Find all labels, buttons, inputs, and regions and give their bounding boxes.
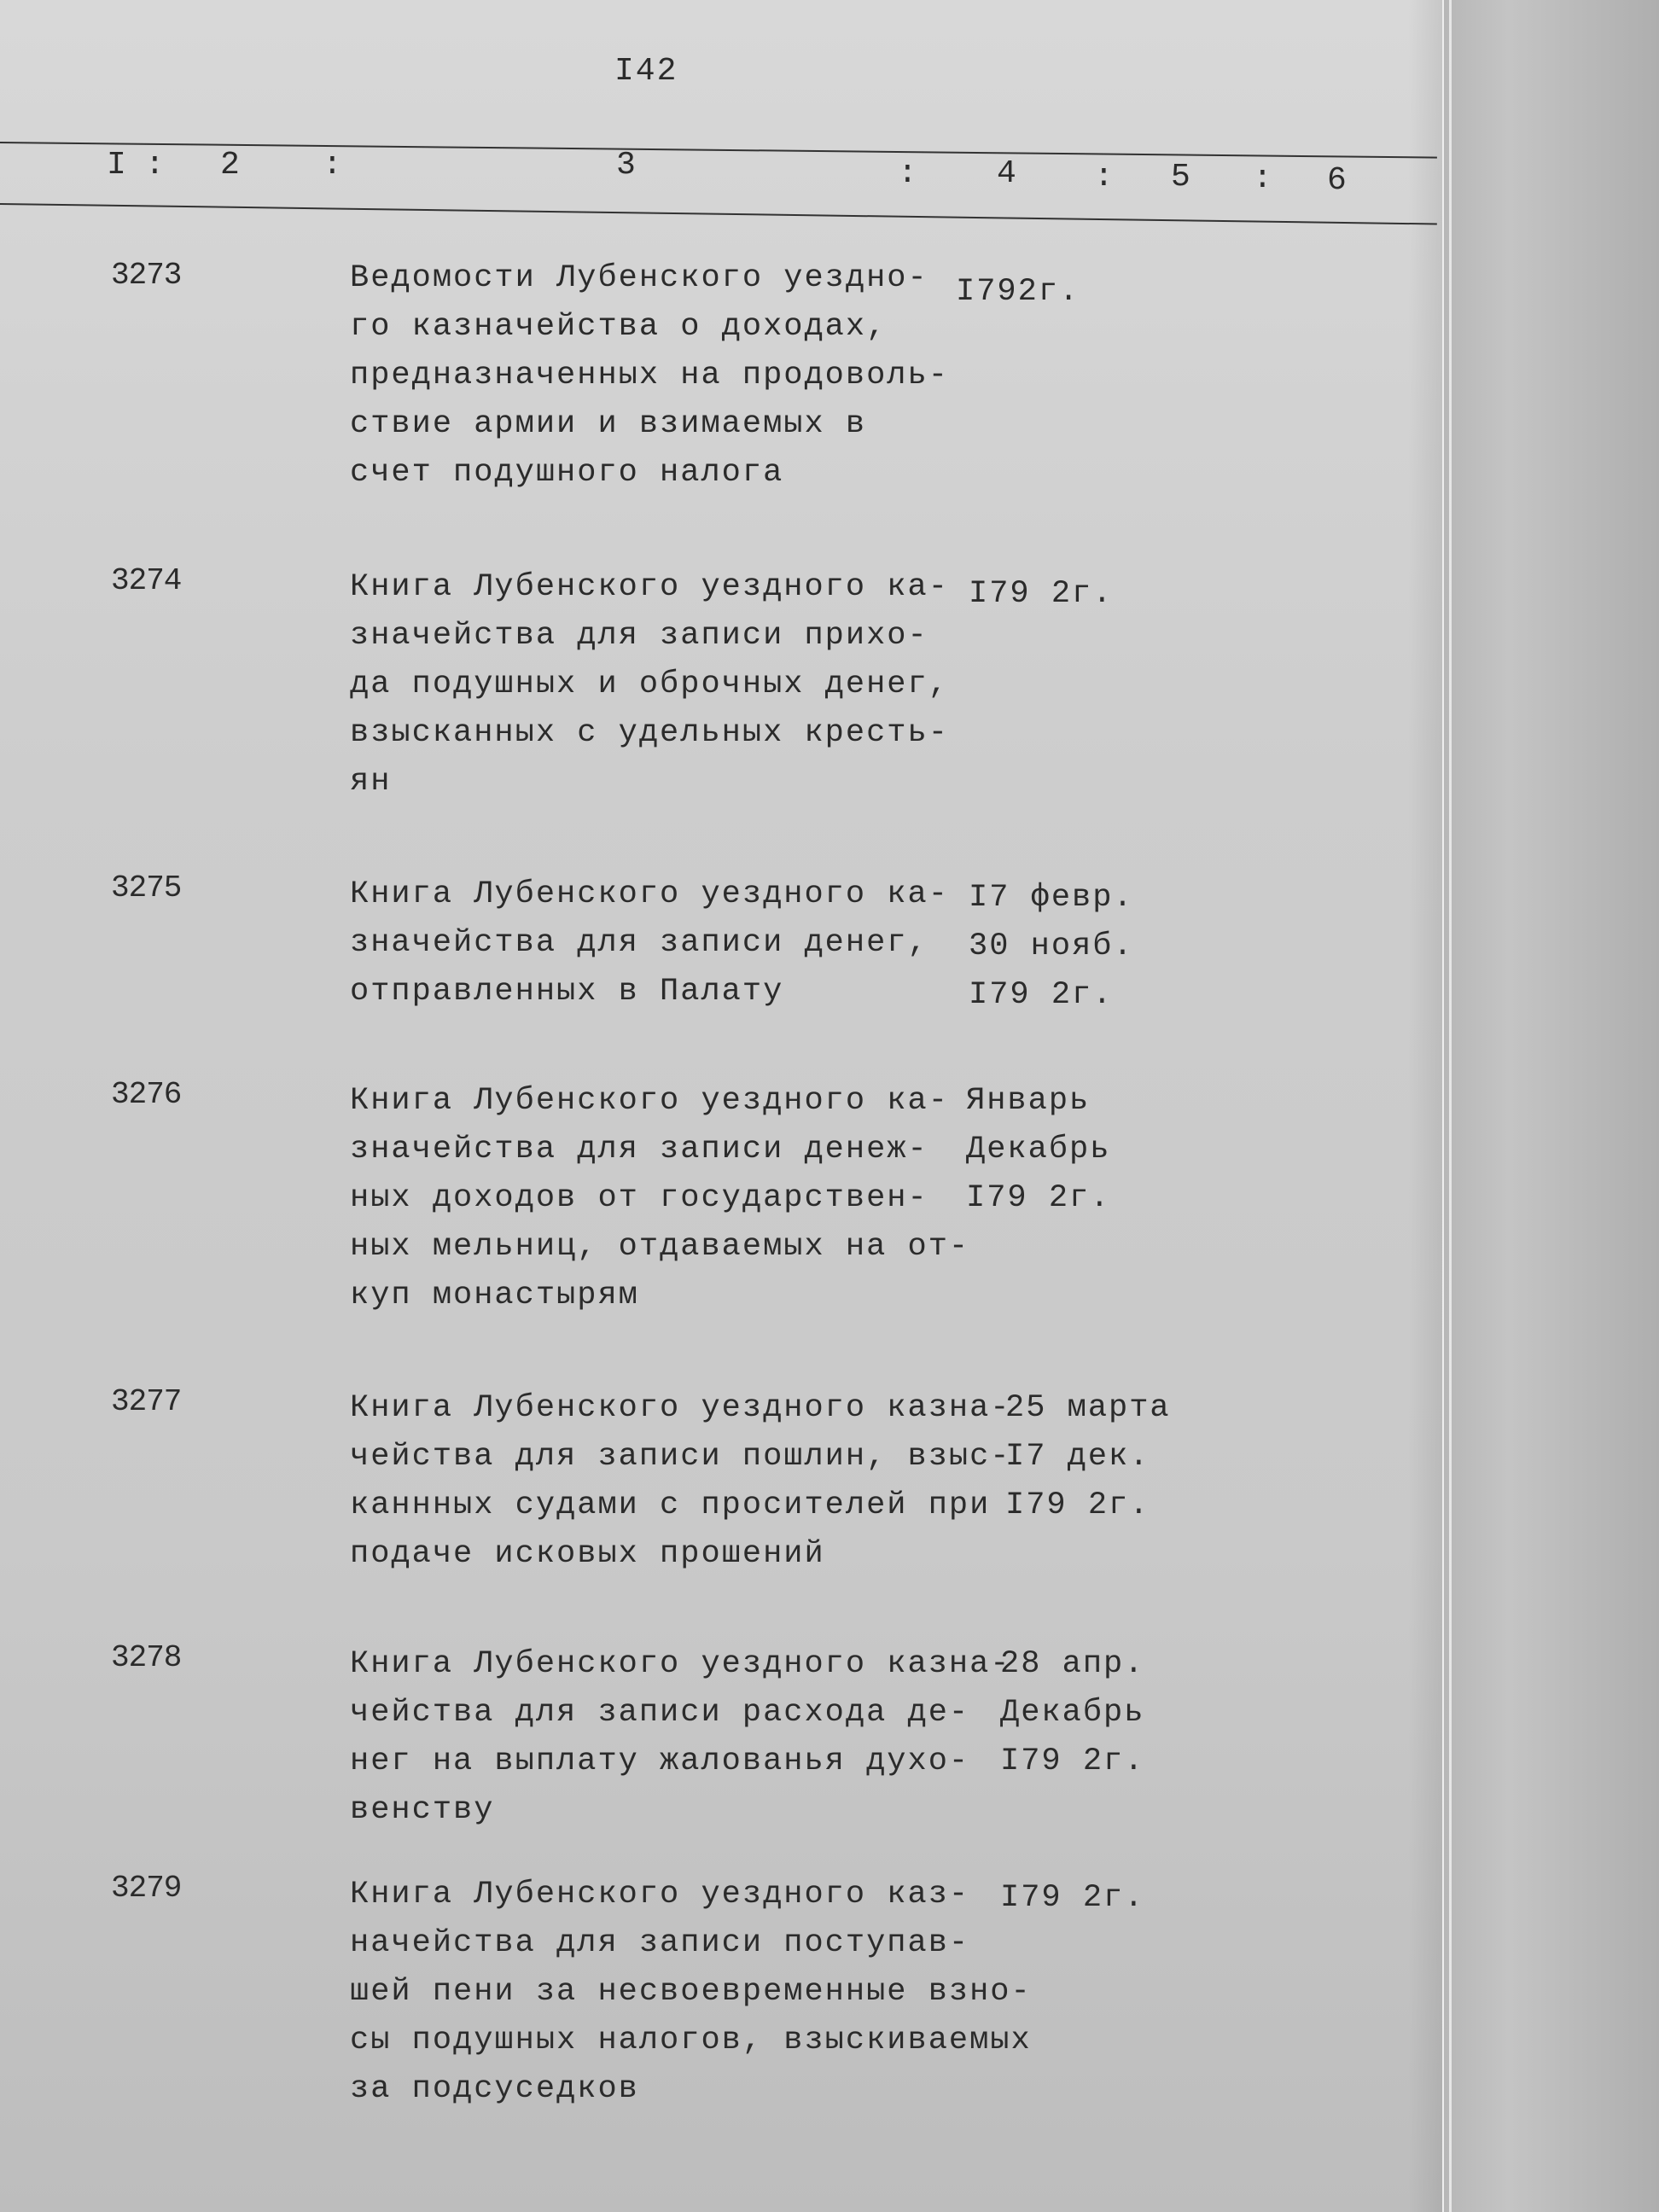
column-separator: :: [898, 155, 917, 192]
column-header-6: 6: [1327, 162, 1347, 199]
column-separator: :: [323, 147, 342, 183]
entry-dates: I792г.: [956, 274, 1080, 310]
column-header-row: [0, 147, 1442, 198]
column-separator: :: [1094, 159, 1114, 195]
entry-number: 3279: [111, 1871, 182, 1906]
entry-dates: I79 2г.: [969, 576, 1114, 612]
entry-number: 3277: [111, 1384, 182, 1419]
entry-number: 3278: [111, 1640, 182, 1675]
entry-number: 3275: [111, 870, 182, 905]
page-number: I42: [614, 53, 678, 90]
column-header-5: 5: [1171, 159, 1190, 195]
entry-dates: I79 2г.: [1000, 1880, 1145, 1916]
entry-number: 3273: [111, 258, 182, 293]
entry-description: Ведомости Лубенского уездно- го казначейства о доходах, предназначенных на продоволь- ствие армии и взимаемых в счет подушного налога: [350, 260, 949, 491]
column-header-2: 2: [220, 147, 240, 183]
column-header-4: 4: [997, 155, 1016, 192]
entry-description: Книга Лубенского уездного ка- значейства для записи денеж- ных доходов от государствен- ных мельниц, отдаваемых на от- куп монастырям: [350, 1083, 970, 1313]
entry-number: 3274: [111, 563, 182, 598]
entry-dates: Январь Декабрь I79 2г.: [966, 1083, 1111, 1216]
entry-description: Книга Лубенского уездного ка- значейства для записи денег, отправленных в Палату: [350, 876, 949, 1010]
entry-number: 3276: [111, 1077, 182, 1112]
underlying-page-edge: [1442, 0, 1659, 2212]
column-separator: :: [145, 147, 165, 183]
entry-description: Книга Лубенского уездного каз- начейства для записи поступав- шей пени за несвоевременные взно- сы подушных налогов, взыскиваемых за подсуседков: [350, 1877, 1032, 2107]
entry-dates: 25 марта I7 дек. I79 2г.: [1005, 1390, 1171, 1523]
column-header-1: I: [107, 147, 126, 183]
page-edge-highlight: [1449, 0, 1452, 2212]
entry-dates: I7 февр. 30 нояб. I79 2г.: [969, 880, 1134, 1013]
entry-dates: 28 апр. Декабрь I79 2г.: [1000, 1646, 1145, 1779]
column-separator: :: [1253, 160, 1272, 197]
entry-description: Книга Лубенского уездного казна- чейства для записи пошлин, взыс- каннных судами с просителей при подаче исковых прошений: [350, 1390, 1011, 1572]
column-header-3: 3: [616, 147, 636, 183]
header-bottom-rule: [0, 203, 1437, 225]
entry-description: Книга Лубенского уездного казна- чейства для записи расхода де- нег на выплату жалованья духо- венству: [350, 1646, 1011, 1828]
entry-description: Книга Лубенского уездного ка- значейства для записи прихо- да подушных и оброчных денег, взысканных с удельных кресть- ян: [350, 569, 949, 800]
